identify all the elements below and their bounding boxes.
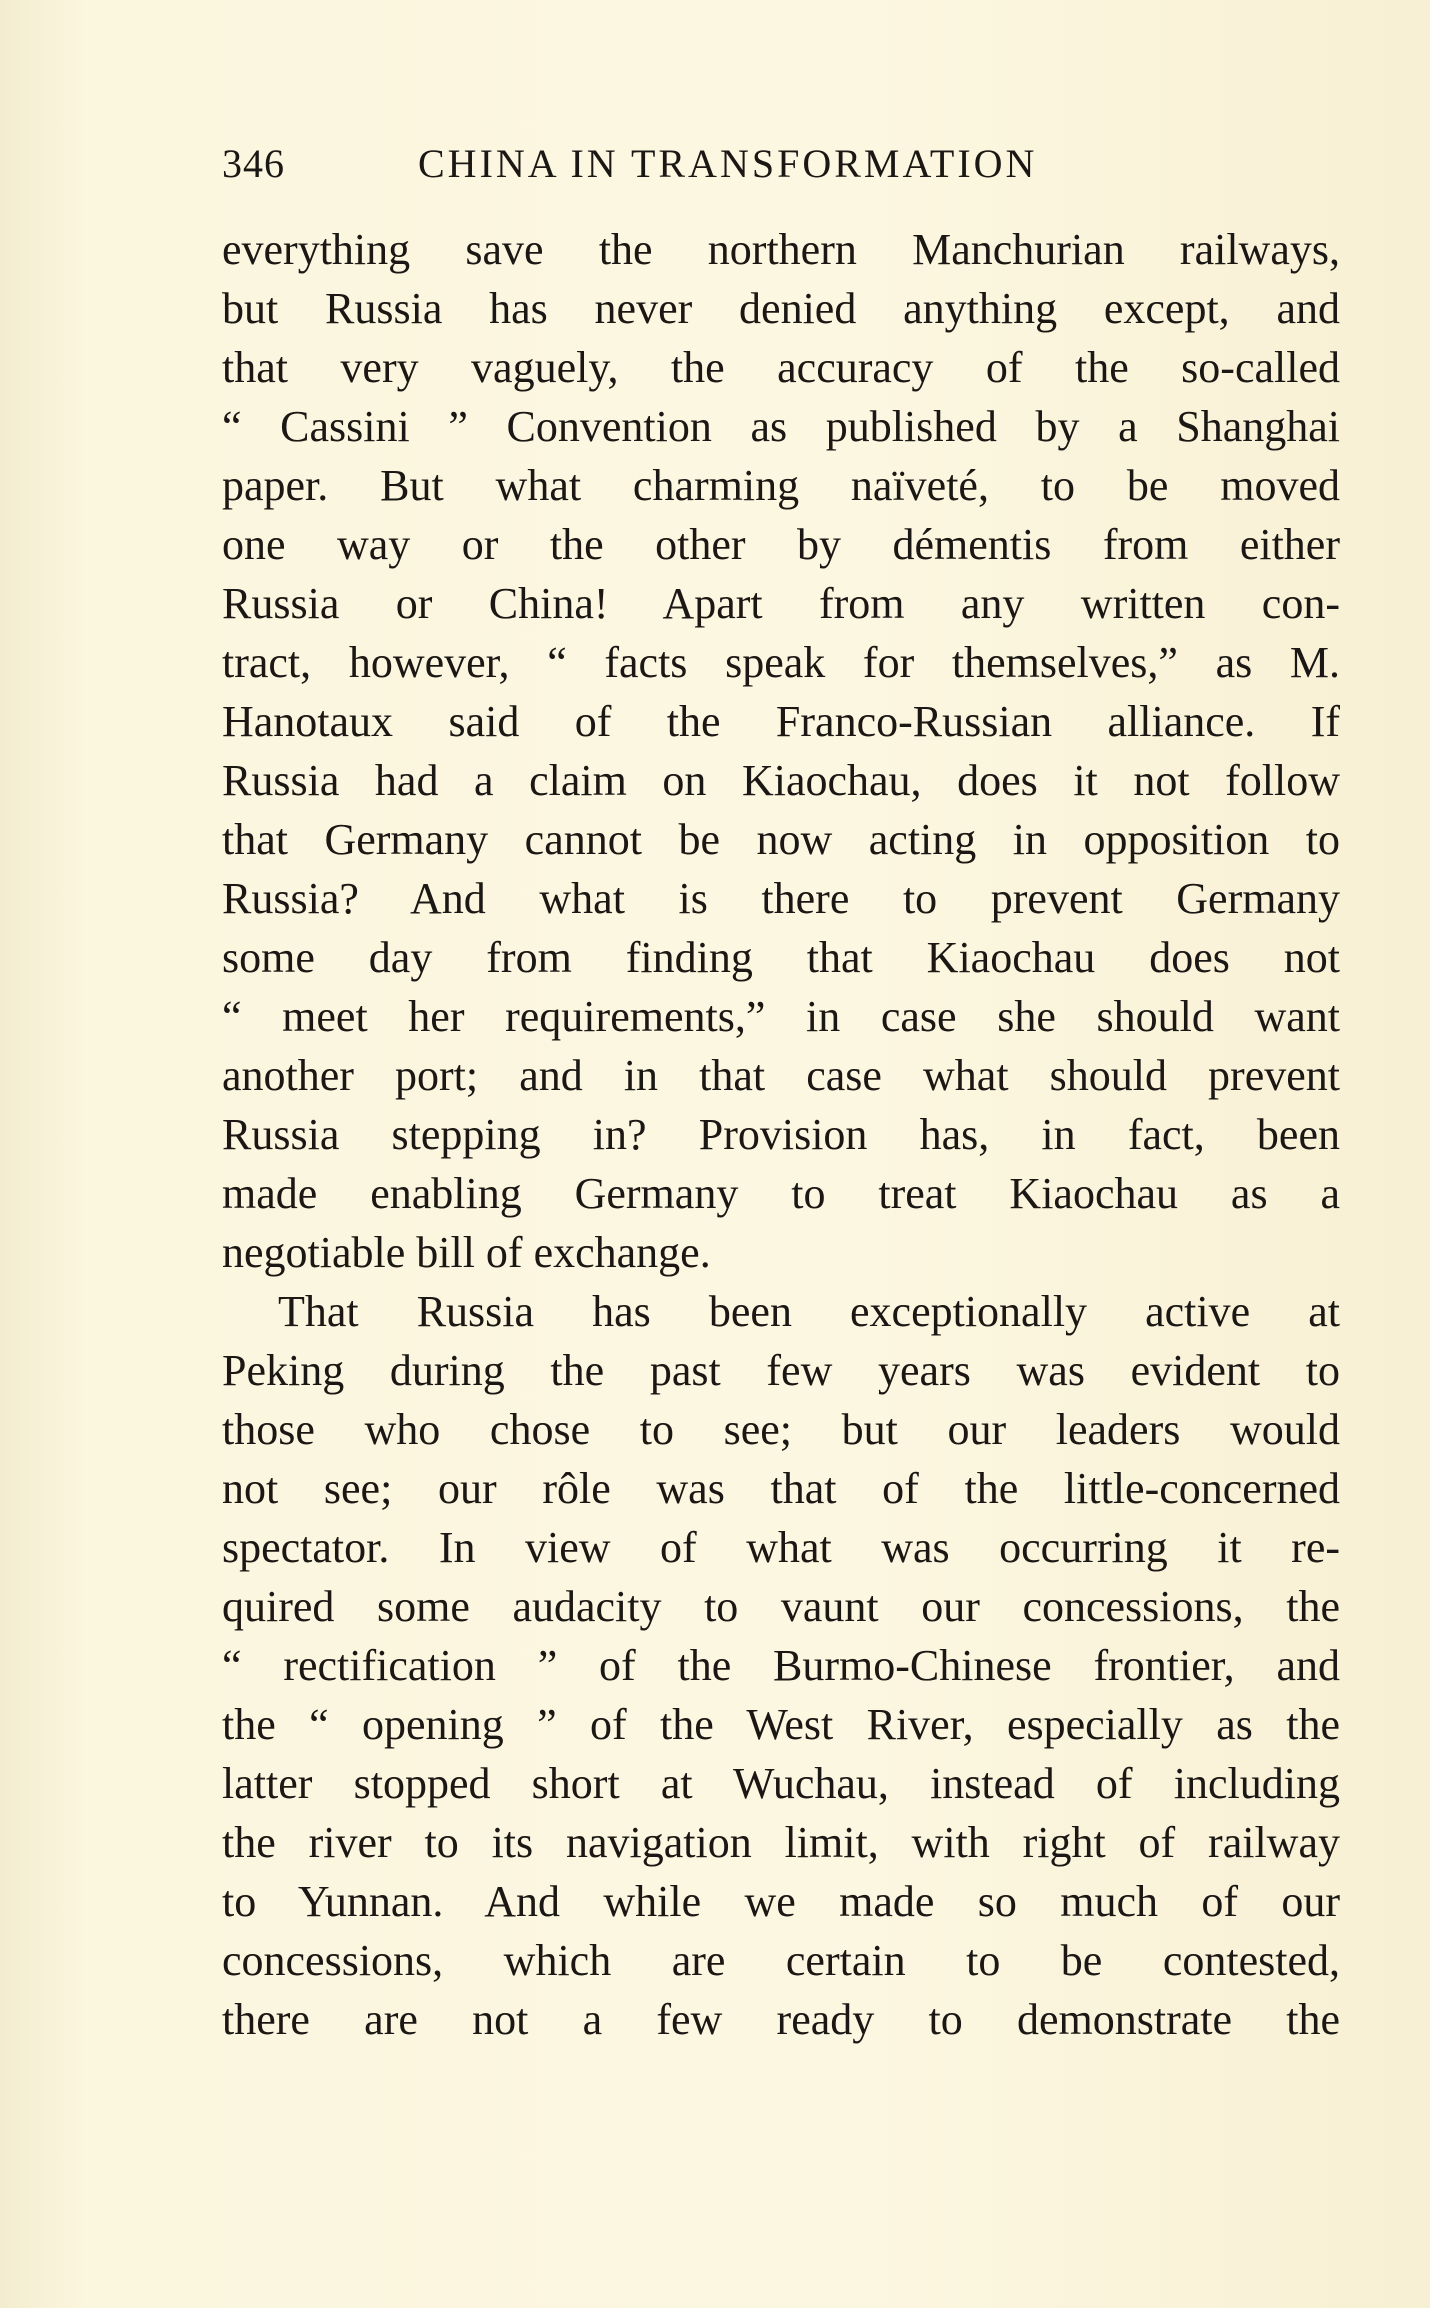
paragraph-1: [222, 220, 1340, 1282]
text-line: the “ opening ” of the West River, especially as the: [222, 1700, 1340, 1749]
text-line: the river to its navigation limit, with right of railway: [222, 1818, 1340, 1867]
body-text: [222, 220, 1340, 2049]
page-header: [222, 140, 1142, 200]
text-line: latter stopped short at Wuchau, instead of including: [222, 1759, 1340, 1808]
text-line: Russia or China! Apart from any written con-: [222, 579, 1340, 628]
text-line: Russia stepping in? Provision has, in fact, been: [222, 1110, 1340, 1159]
page-number: 346: [222, 141, 285, 186]
text-line: negotiable bill of exchange.: [222, 1228, 711, 1277]
running-head: CHINA IN TRANSFORMATION: [418, 141, 1038, 186]
text-line: Peking during the past few years was evident to: [222, 1346, 1340, 1395]
text-line: tract, however, “ facts speak for themselves,” as M.: [222, 638, 1340, 687]
text-line: those who chose to see; but our leaders would: [222, 1405, 1340, 1454]
text-line: not see; our rôle was that of the little-concerned: [222, 1464, 1340, 1513]
text-line: Russia had a claim on Kiaochau, does it not follow: [222, 756, 1340, 805]
paragraph-2: [222, 1282, 1340, 2049]
text-line: everything save the northern Manchurian railways,: [222, 225, 1340, 274]
text-line: paper. But what charming naïveté, to be moved: [222, 461, 1340, 510]
text-line: concessions, which are certain to be contested,: [222, 1936, 1340, 1985]
text-line: Hanotaux said of the Franco-Russian alliance. If: [222, 697, 1340, 746]
text-line: Russia? And what is there to prevent Germany: [222, 874, 1340, 923]
text-line: “ Cassini ” Convention as published by a Shanghai: [222, 402, 1340, 451]
text-line: “ rectification ” of the Burmo-Chinese frontier, and: [222, 1641, 1340, 1690]
text-line: made enabling Germany to treat Kiaochau as a: [222, 1169, 1340, 1218]
text-line: another port; and in that case what should prevent: [222, 1051, 1340, 1100]
text-line: one way or the other by démentis from either: [222, 520, 1340, 569]
text-line: that very vaguely, the accuracy of the so-called: [222, 343, 1340, 392]
text-line: but Russia has never denied anything except, and: [222, 284, 1340, 333]
text-line: That Russia has been exceptionally active at: [278, 1287, 1340, 1336]
text-line: quired some audacity to vaunt our concessions, the: [222, 1582, 1340, 1631]
text-line: to Yunnan. And while we made so much of our: [222, 1877, 1340, 1926]
text-line: “ meet her requirements,” in case she should want: [222, 992, 1340, 1041]
text-line: some day from finding that Kiaochau does not: [222, 933, 1340, 982]
text-line: there are not a few ready to demonstrate the: [222, 1995, 1340, 2044]
text-line: spectator. In view of what was occurring it re-: [222, 1523, 1340, 1572]
text-line: that Germany cannot be now acting in opposition to: [222, 815, 1340, 864]
